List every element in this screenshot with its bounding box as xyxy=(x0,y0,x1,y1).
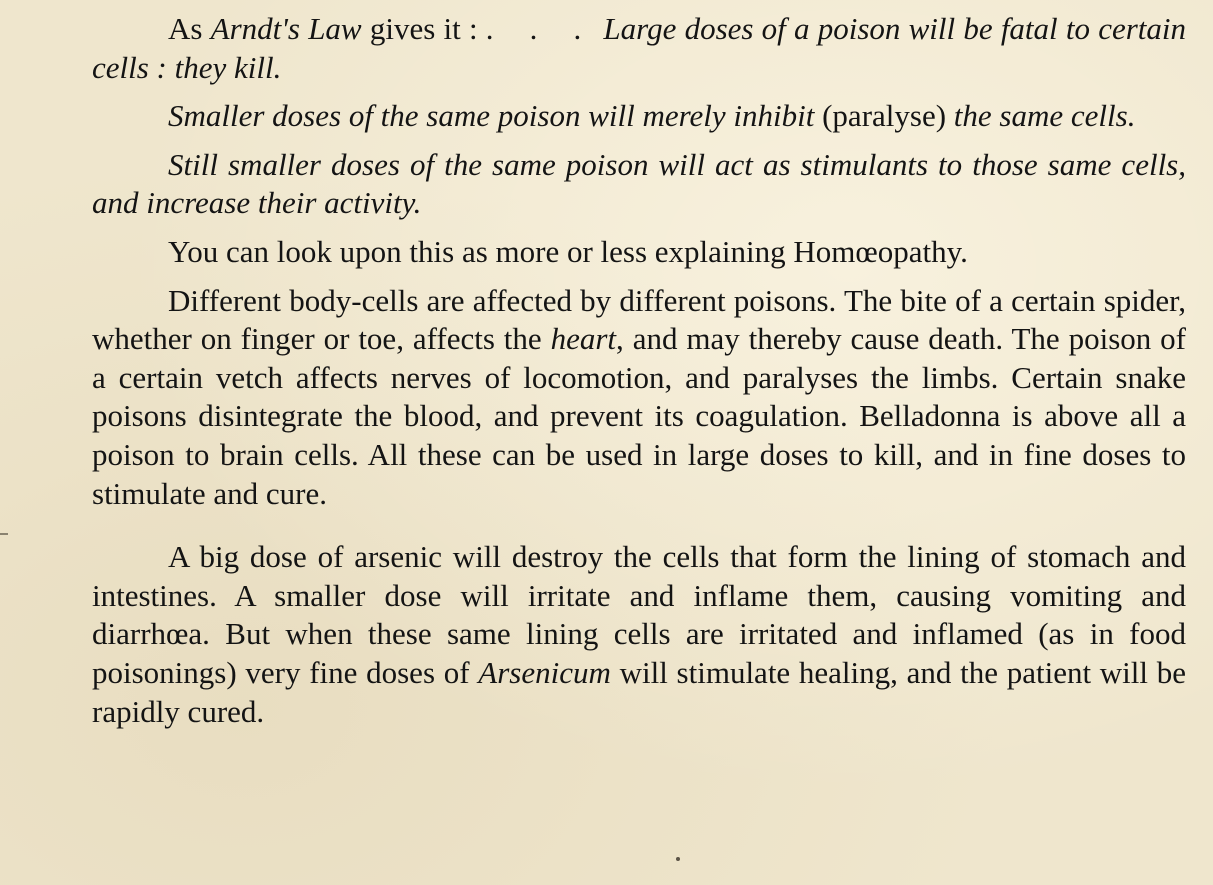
text-run: As xyxy=(168,11,211,46)
text-run: (paralyse) xyxy=(814,98,954,134)
text-run-italic: the same cells. xyxy=(953,98,1136,134)
text-run: , and may thereby cause death. The poison of a certain vetch affects nerves of locomotion, and paralyses the limbs. Certain snake poisons disintegrate the blood, and prevent its coagulation. Belladonna is above all a poison to brain cells. All these can be used in large doses to kill, and in fine doses to stimulate and cure. xyxy=(92,321,1187,511)
text-run-italic: Large doses of a poison will be fatal to certain cells : they kill. xyxy=(92,11,1187,85)
text-run: will stimulate healing, and the patient will be rapidly cured. xyxy=(92,654,1186,729)
text-run: Different body-cells are affected by different poisons. The bite of a certain spider, whether on finger or toe, affects the xyxy=(92,282,1186,357)
text-run: A big dose of arsenic will destroy the cells that form the lining of stomach and intestines. A smaller dose will irritate and inflame them, causing vomiting and diarrhœa. But when these same lining cells are irritated and inflamed (as in food poisonings) very fine doses of xyxy=(92,539,1186,690)
text-run-italic: Smaller doses of the same poison will merely inhibit xyxy=(168,98,815,134)
text-run-italic: Arsenicum xyxy=(478,654,611,690)
paragraph-arndts-law xyxy=(92,10,1186,87)
paragraph-homoeopathy xyxy=(92,233,1186,272)
text-run: You can look upon this as more or less explaining Homœopathy. xyxy=(168,233,968,269)
text-run-italic: heart xyxy=(550,321,617,357)
text-run-italic: Still smaller doses of the same poison will act as stimulants to those same cells, and increase their activity. xyxy=(92,146,1186,221)
paragraph-different-poisons xyxy=(92,282,1186,514)
paragraph-arsenic xyxy=(92,538,1186,731)
text-run: gives it : xyxy=(361,11,486,46)
paragraph-smaller-doses xyxy=(92,97,1186,136)
ellipsis-dots: . . . xyxy=(485,11,596,46)
print-speck xyxy=(676,857,680,861)
paragraph-still-smaller-doses xyxy=(92,146,1186,223)
text-run-italic: Arndt's Law xyxy=(210,11,362,46)
body-text xyxy=(92,10,1186,731)
margin-mark xyxy=(0,533,8,535)
